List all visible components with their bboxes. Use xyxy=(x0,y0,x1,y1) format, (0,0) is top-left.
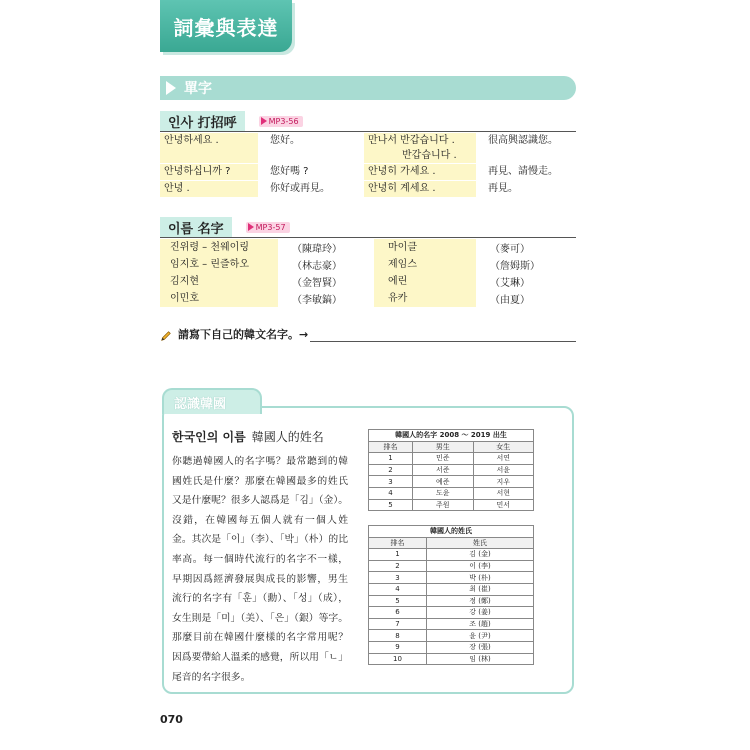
chinese-name: （詹姆斯） xyxy=(490,261,540,272)
chinese-name: （金智賢） xyxy=(292,278,342,289)
table-cell: 김 (金) xyxy=(427,549,534,561)
table-cell: 서연 xyxy=(473,453,534,465)
play-icon xyxy=(261,117,267,125)
page-title: 詞彙與表達 xyxy=(160,0,292,52)
table-row xyxy=(369,653,534,665)
korean-name: 김지현 xyxy=(160,273,278,290)
korean-phrase: 안녕히 계세요 . xyxy=(364,181,476,197)
table-cell: 4 xyxy=(369,487,413,499)
popular-names-table xyxy=(368,429,534,511)
korean-name: 마이클 xyxy=(374,239,476,256)
table-row xyxy=(369,618,534,630)
table-caption: 韓國人的姓氏 xyxy=(369,526,534,538)
name-row xyxy=(160,273,572,290)
greeting-row xyxy=(160,181,576,197)
table-cell: 민서 xyxy=(473,499,534,511)
korean-name: 진위령 – 천웨이링 xyxy=(160,239,278,256)
chinese-name: （麥可） xyxy=(490,244,530,255)
chinese-phrase: 您好。 xyxy=(270,135,300,146)
section-title: 單字 xyxy=(184,81,212,97)
chinese-name: （李敏鎬） xyxy=(292,295,342,306)
audio-badge[interactable] xyxy=(259,116,303,127)
table-cell: 주원 xyxy=(413,499,474,511)
table-row xyxy=(369,583,534,595)
section-bar xyxy=(160,76,576,100)
table-row xyxy=(369,641,534,653)
table-cell: 2 xyxy=(369,560,427,572)
divider xyxy=(160,131,576,132)
table-cell: 5 xyxy=(369,499,413,511)
table-row xyxy=(369,499,534,511)
korean-phrase: 안녕히 가세요 . xyxy=(364,164,476,180)
table-cell: 도윤 xyxy=(413,487,474,499)
table-cell: 7 xyxy=(369,618,427,630)
table-cell: 2 xyxy=(369,464,413,476)
table-row xyxy=(369,595,534,607)
chinese-name: （艾琳） xyxy=(490,278,530,289)
table-cell: 이 (李) xyxy=(427,560,534,572)
korean-line: 만나서 반갑습니다 . xyxy=(368,135,455,146)
divider xyxy=(160,237,576,238)
prompt-text: 請寫下自己的韓文名字。→ xyxy=(178,328,309,341)
korean-phrase: 안녕하세요 . xyxy=(160,133,258,163)
table-cell: 최 (崔) xyxy=(427,583,534,595)
info-tab-label: 認識韓國 xyxy=(174,396,227,412)
table-cell: 9 xyxy=(369,641,427,653)
table-cell: 10 xyxy=(369,653,427,665)
korean-line: 반갑습니다 . xyxy=(402,150,457,161)
table-cell: 서준 xyxy=(413,464,474,476)
audio-badge[interactable] xyxy=(246,222,290,233)
table-cell: 강 (姜) xyxy=(427,607,534,619)
pencil-icon xyxy=(160,330,172,342)
table-cell: 서현 xyxy=(473,487,534,499)
audio-label: MP3-57 xyxy=(255,222,286,232)
table-row xyxy=(369,476,534,488)
greeting-row xyxy=(160,133,576,163)
table-cell: 서윤 xyxy=(473,464,534,476)
korean-phrase xyxy=(364,133,476,163)
table-cell: 장 (張) xyxy=(427,641,534,653)
heading-korean: 한국인의 이름 xyxy=(172,430,246,444)
table-caption: 韓國人的名字 2008 ～ 2019 出生 xyxy=(369,430,534,442)
name-row xyxy=(160,290,572,307)
page-number: 070 xyxy=(160,713,183,726)
info-tab xyxy=(162,388,262,414)
table-row xyxy=(369,607,534,619)
info-heading xyxy=(172,428,324,445)
greetings-header xyxy=(160,111,303,131)
table-row xyxy=(369,453,534,465)
table-row xyxy=(369,549,534,561)
table-header: 排名 xyxy=(369,441,413,453)
table-cell: 8 xyxy=(369,630,427,642)
table-header: 男生 xyxy=(413,441,474,453)
table-cell: 1 xyxy=(369,453,413,465)
korean-phrase: 안녕 . xyxy=(160,181,258,197)
names-tag: 이름 名字 xyxy=(160,217,232,237)
table-cell: 윤 (尹) xyxy=(427,630,534,642)
table-cell: 3 xyxy=(369,572,427,584)
table-cell: 임 (林) xyxy=(427,653,534,665)
table-row xyxy=(369,560,534,572)
chinese-phrase: 你好或再見。 xyxy=(270,183,330,194)
greeting-row xyxy=(160,164,576,180)
table-header: 排名 xyxy=(369,537,427,549)
chinese-phrase: 再見。 xyxy=(488,183,518,194)
table-header: 姓氏 xyxy=(427,537,534,549)
korean-name: 유카 xyxy=(374,290,476,307)
table-row xyxy=(369,572,534,584)
table-row xyxy=(369,630,534,642)
name-row xyxy=(160,239,572,256)
chinese-name: （林志豪） xyxy=(292,261,342,272)
table-cell: 지우 xyxy=(473,476,534,488)
table-cell: 민준 xyxy=(413,453,474,465)
table-cell: 5 xyxy=(369,595,427,607)
korean-name: 제임스 xyxy=(374,256,476,273)
play-icon xyxy=(248,223,254,231)
table-cell: 4 xyxy=(369,583,427,595)
table-cell: 6 xyxy=(369,607,427,619)
korean-name: 이민호 xyxy=(160,290,278,307)
table-cell: 조 (趙) xyxy=(427,618,534,630)
write-name-prompt xyxy=(160,326,576,342)
chinese-phrase: 您好嗎 ? xyxy=(270,166,309,177)
table-cell: 정 (鄭) xyxy=(427,595,534,607)
korean-phrase: 안녕하십니까 ? xyxy=(160,164,258,180)
korean-name: 에린 xyxy=(374,273,476,290)
table-header: 女生 xyxy=(473,441,534,453)
table-row xyxy=(369,464,534,476)
heading-chinese: 韓國人的姓名 xyxy=(251,430,324,444)
table-cell: 1 xyxy=(369,549,427,561)
table-cell: 예준 xyxy=(413,476,474,488)
table-row xyxy=(369,487,534,499)
korean-name: 임지호 – 린즐하오 xyxy=(160,256,278,273)
play-triangle-icon xyxy=(166,81,176,95)
chinese-name: （由夏） xyxy=(490,295,530,306)
name-blank-line[interactable] xyxy=(310,330,576,342)
chinese-name: （陳瑋玲） xyxy=(292,244,342,255)
name-row xyxy=(160,256,572,273)
table-cell: 3 xyxy=(369,476,413,488)
surnames-table xyxy=(368,525,534,665)
info-body: 你聽過韓國人的名字嗎？最常聽到的韓國姓氏是什麼？那麼在韓國最多的姓氏又是什麼呢？很多人認爲是「김」（金）。沒錯，在韓國每五個人就有一個人姓金。其次是「이」（李）、「박」（朴）的比率高。每一個時代流行的名字不一樣，早期因爲經濟發展與成長的影響，男生流行的名字有「훈」（勳）、「성」（成），女生則是「미」（美）、「은」（銀）等字。那麼目前在韓國什麼樣的名字常用呢？因爲要帶給人溫柔的感覺，所以用「ㄴ」尾音的名字很多。 xyxy=(172,456,349,683)
audio-label: MP3-56 xyxy=(268,116,299,126)
names-header xyxy=(160,217,290,237)
chinese-phrase: 很高興認識您。 xyxy=(488,135,558,146)
table-cell: 박 (朴) xyxy=(427,572,534,584)
chinese-phrase: 再見、請慢走。 xyxy=(488,166,558,177)
greetings-tag: 인사 打招呼 xyxy=(160,111,245,131)
